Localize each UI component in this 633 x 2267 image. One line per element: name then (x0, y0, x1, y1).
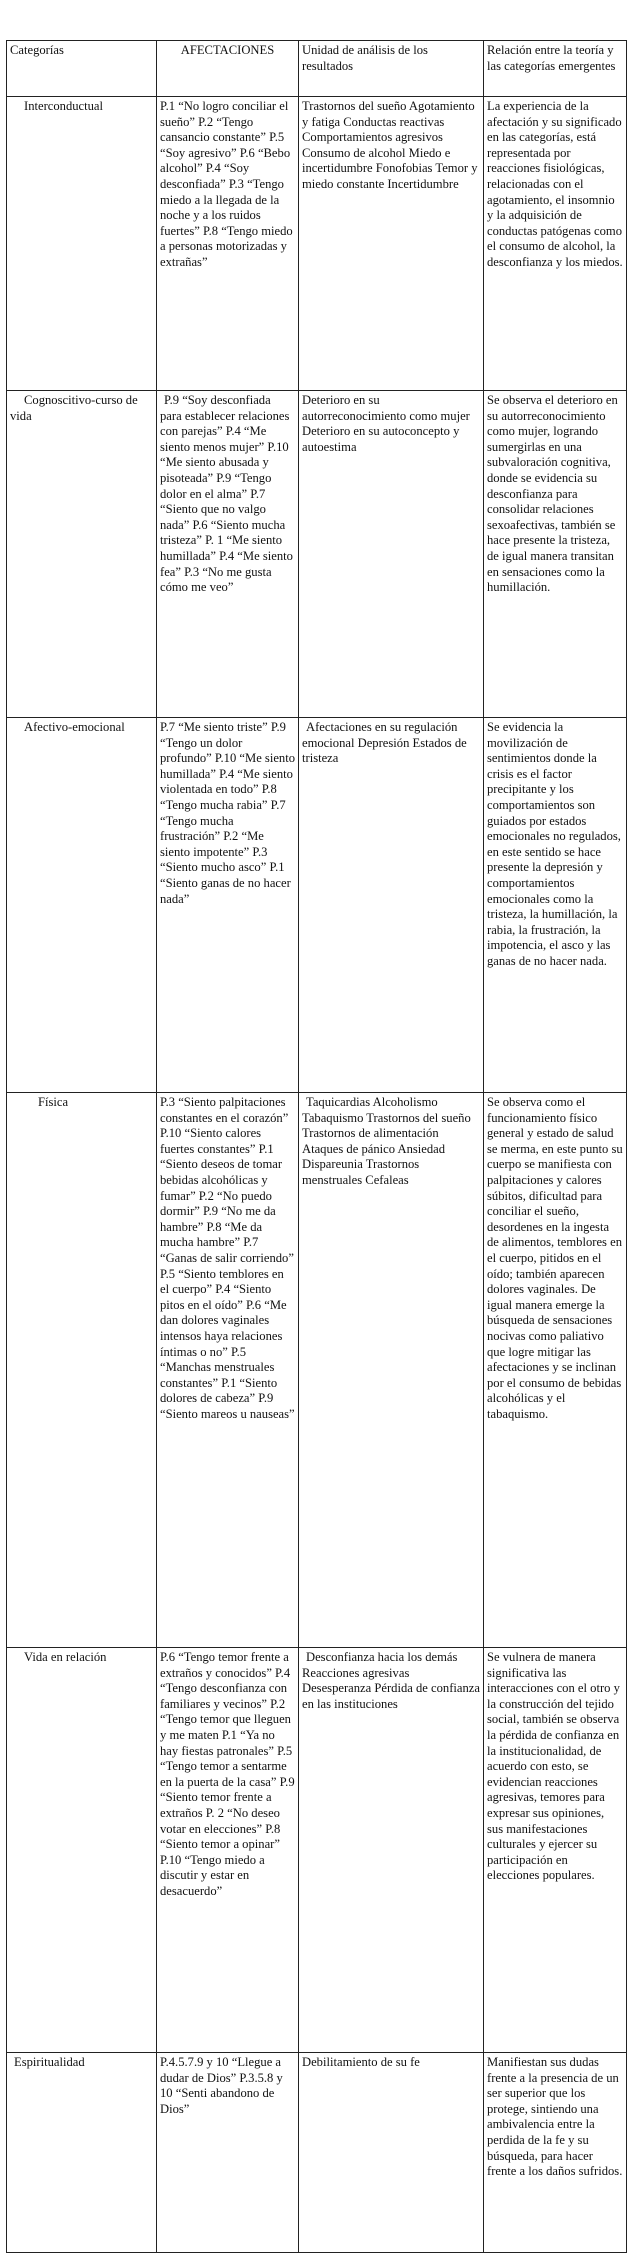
table-row (7, 718, 627, 1093)
afectaciones-cell: P.4.5.7.9 y 10 “Llegue a dudar de Dios” P.3.5.8 y 10 “Senti abandono de Dios” (157, 2053, 299, 2253)
unidad-cell: Taquicardias Alcoholismo Tabaquismo Trastornos del sueño Trastornos de alimentación Ataques de pánico Ansiedad Dispareunia Trastornos menstruales Cefaleas (302, 1095, 471, 1187)
categoria-cell: Física (38, 1095, 69, 1109)
table-row (7, 1648, 627, 2053)
header-afectaciones: AFECTACIONES (157, 41, 299, 97)
afectaciones-cell: P.7 “Me siento triste” P.9 “Tengo un dolor profundo” P.10 “Me siento humillada” P.4 “Me siento violentada en todo” P.8 “Tengo mucha rabia” P.7 “Tengo mucha frustración” P.2 “Me siento impotente” P.3 “Siento mucho asco” P.1 “Siento ganas de no hacer nada” (157, 718, 299, 1093)
table-row (7, 391, 627, 718)
header-categorias: Categorías (7, 41, 157, 97)
table-row (7, 97, 627, 391)
categoria-cell: Espiritualidad (14, 2055, 85, 2069)
header-unidad: Unidad de análisis de los resultados (299, 41, 484, 97)
table-row (7, 1093, 627, 1648)
relacion-cell: Manifiestan sus dudas frente a la presencia de un ser superior que los protege, sintiendo una ambivalencia entre la perdida de la fe y su búsqueda, para hacer frente a los daños sufridos. (484, 2053, 627, 2253)
results-table (6, 40, 627, 2253)
afectaciones-cell: P.1 “No logro conciliar el sueño” P.2 “Tengo cansancio constante” P.5 “Soy agresivo” P.6 “Bebo alcohol” P.4 “Soy desconfiada” P.3 “Tengo miedo a la llegada de la noche y a los ruidos fuertes” P.8 “Tengo miedo a personas motorizadas y extrañas” (157, 97, 299, 391)
relacion-cell: Se observa como el funcionamiento físico general y estado de salud se merma, en este punto su cuerpo se manifiesta con palpitaciones y calores súbitos, dificultad para conciliar el sueño, desordenes en la ingesta de alimentos, temblores en el cuerpo, pitidos en el oído; también aparecen dolores vaginales. De igual manera emerge la búsqueda de sensaciones nocivas como paliativo que logre mitigar las afectaciones y se inclinan por el consumo de bebidas alcohólicas y el tabaquismo. (484, 1093, 627, 1648)
categoria-cell: Afectivo-emocional (24, 720, 125, 734)
relacion-cell: Se vulnera de manera significativa las interacciones con el otro y la construcción del tejido social, también se observa la pérdida de confianza en la institucionalidad, de acuerdo con esto, se evidencian reacciones agresivas, temores para expresar sus opiniones, sus manifestaciones culturales y ejercer su participación en elecciones populares. (484, 1648, 627, 2053)
afectaciones-cell: P.6 “Tengo temor frente a extraños y conocidos” P.4 “Tengo desconfianza con familiares y vecinos” P.2 “Tengo temor que lleguen y me maten P.1 “Ya no hay fiestas patronales” P.5 “Tengo temor a sentarme en la puerta de la casa” P.9 “Siento temor frente a extraños P. 2 “No deseo votar en elecciones” P.8 “Siento temor a opinar” P.10 “Tengo miedo a discutir y estar en desacuerdo” (157, 1648, 299, 2053)
header-row (7, 41, 627, 97)
unidad-cell: Afectaciones en su regulación emocional Depresión Estados de tristeza (302, 720, 467, 766)
unidad-cell: Desconfianza hacia los demás Reacciones agresivas Desesperanza Pérdida de confianza en las instituciones (302, 1650, 480, 1711)
categoria-cell: Vida en relación (24, 1650, 107, 1664)
afectaciones-cell: P.3 “Siento palpitaciones constantes en el corazón” P.10 “Siento calores fuertes constantes” P.1 “Siento deseos de tomar bebidas alcohólicas y fumar” P.2 “No puedo dormir” P.9 “No me da hambre” P.8 “Me da mucha hambre” P.7 “Ganas de salir corriendo” P.5 “Siento temblores en el cuerpo” P.4 “Siento pitos en el oído” P.6 “Me dan dolores vaginales intensos haya relaciones íntimas o no” P.5 “Manchas menstruales constantes” P.1 “Siento dolores de cabeza” P.9 “Siento mareos u nauseas” (157, 1093, 299, 1648)
categoria-cell: Interconductual (24, 99, 104, 113)
unidad-cell: Deterioro en su autorreconocimiento como mujer Deterioro en su autoconcepto y autoestima (299, 391, 484, 718)
afectaciones-cell: P.9 “Soy desconfiada para establecer relaciones con parejas” P.4 “Me siento menos mujer” P.10 “Me siento abusada y pisoteada” P.9 “Tengo dolor en el alma” P.7 “Siento que no valgo nada” P.6 “Siento mucha tristeza” P. 1 “Me siento humillada” P.4 “Me siento fea” P.3 “No me gusta cómo me veo” (160, 393, 293, 595)
categoria-cell: Cognoscitivo-curso de vida (10, 393, 138, 423)
unidad-cell: Debilitamiento de su fe (299, 2053, 484, 2253)
relacion-cell: La experiencia de la afectación y su significado en las categorías, está representada por reacciones fisiológicas, relacionadas con el agotamiento, el insomnio y la adquisición de conductas patógenas como el consumo de alcohol, la desconfianza y los miedos. (484, 97, 627, 391)
unidad-cell: Trastornos del sueño Agotamiento y fatiga Conductas reactivas Comportamientos agresivos Consumo de alcohol Miedo e incertidumbre Fonofobias Temor y miedo constante Incertidumbre (299, 97, 484, 391)
relacion-cell: Se observa el deterioro en su autorreconocimiento como mujer, logrando sumergirlas en una subvaloración cognitiva, donde se evidencia su desconfianza para consolidar relaciones sexoafectivas, también se hace presente la tristeza, de igual manera transitan en sensaciones como la humillación. (484, 391, 627, 718)
header-relacion: Relación entre la teoría y las categorías emergentes (484, 41, 627, 97)
relacion-cell: Se evidencia la movilización de sentimientos donde la crisis es el factor precipitante y los comportamientos son guiados por estados emocionales no regulados, en este sentido se hace presente la depresión y comportamientos emocionales como la tristeza, la humillación, la rabia, la frustración, la impotencia, el asco y las ganas de no hacer nada. (484, 718, 627, 1093)
table-row (7, 2053, 627, 2253)
